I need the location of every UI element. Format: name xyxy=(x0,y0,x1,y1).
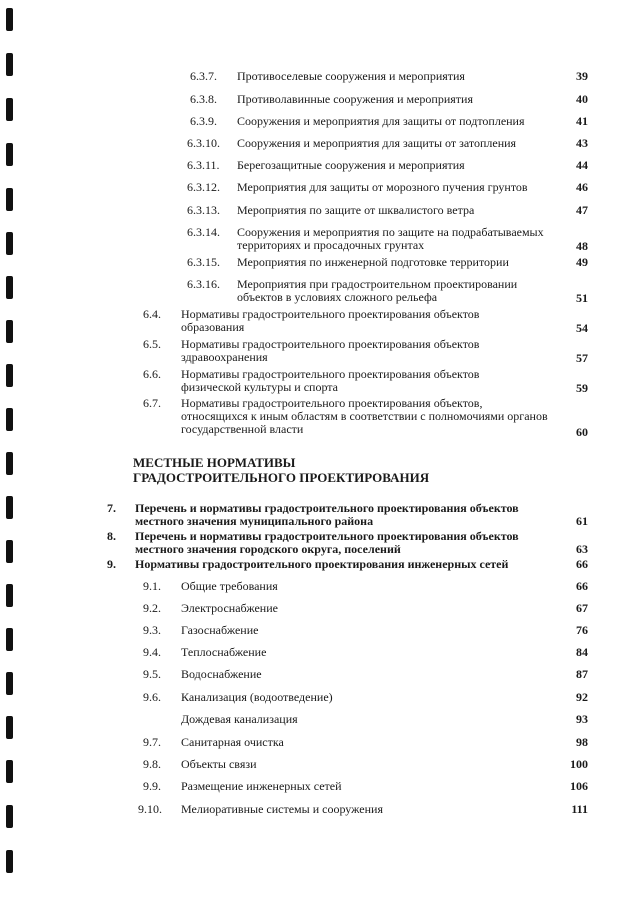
toc-number: 8. xyxy=(107,529,116,543)
toc-number: 6.3.16. xyxy=(187,277,220,291)
toc-page: 48 xyxy=(576,239,588,253)
toc-number: 6.3.7. xyxy=(190,69,217,83)
toc-page: 66 xyxy=(576,557,588,571)
section-heading-line: МЕСТНЫЕ НОРМАТИВЫ xyxy=(133,455,296,470)
toc-title: Перечень и нормативы градостроительного проектирования объектов местного значения городского округа, поселений xyxy=(135,529,519,556)
toc-title: Нормативы градостроительного проектирования объектов, относящихся к иным областям в соответствии с полномочиями органов государственной власти xyxy=(181,396,548,436)
toc-page: 39 xyxy=(576,69,588,83)
toc-page: 84 xyxy=(576,645,588,659)
toc-page: 41 xyxy=(576,114,588,128)
toc-number: 6.3.15. xyxy=(187,255,220,269)
toc-title: Теплоснабжение xyxy=(181,645,267,659)
toc-page: 61 xyxy=(576,514,588,528)
toc-number: 9.3. xyxy=(143,623,161,637)
toc-number: 6.3.9. xyxy=(190,114,217,128)
toc-title: Мероприятия по инженерной подготовке территории xyxy=(237,255,509,269)
section-heading-line: ГРАДОСТРОИТЕЛЬНОГО ПРОЕКТИРОВАНИЯ xyxy=(133,470,430,485)
toc-title: Мелиоративные системы и сооружения xyxy=(181,802,383,816)
toc-title: Противолавинные сооружения и мероприятия xyxy=(237,92,473,106)
toc-title: Газоснабжение xyxy=(181,623,259,637)
toc-page: 92 xyxy=(576,690,588,704)
toc-number: 9.8. xyxy=(143,757,161,771)
toc-title: Перечень и нормативы градостроительного проектирования объектов местного значения муниципального района xyxy=(135,501,519,528)
toc-page: 46 xyxy=(576,180,588,194)
toc-title: Мероприятия при градостроительном проектировании объектов в условиях сложного рельефа xyxy=(237,277,518,304)
toc-page: 40 xyxy=(576,92,588,106)
toc-number: 6.3.12. xyxy=(187,180,220,194)
toc-number: 9.10. xyxy=(138,802,162,816)
toc-page: 44 xyxy=(576,158,588,172)
toc-page: 98 xyxy=(576,735,588,749)
toc-number: 9.1. xyxy=(143,579,161,593)
toc-number: 6.3.11. xyxy=(187,158,220,172)
toc-number: 6.3.14. xyxy=(187,225,220,239)
toc-number: 6.6. xyxy=(143,367,161,381)
toc-title: Канализация (водоотведение) xyxy=(181,690,333,704)
toc-number: 9.5. xyxy=(143,667,161,681)
toc-number: 9.7. xyxy=(143,735,161,749)
toc-title: Дождевая канализация xyxy=(181,712,298,726)
toc-number: 6.3.13. xyxy=(187,203,220,217)
toc-page: 93 xyxy=(576,712,588,726)
toc-number: 6.3.8. xyxy=(190,92,217,106)
toc-page: 106 xyxy=(570,779,588,793)
toc-title: Сооружения и мероприятия для защиты от затопления xyxy=(237,136,517,150)
toc-number: 7. xyxy=(107,501,116,515)
toc-number: 9.6. xyxy=(143,690,161,704)
toc-title: Объекты связи xyxy=(181,757,257,771)
toc-title: Нормативы градостроительного проектирования объектов физической культуры и спорта xyxy=(181,367,480,394)
toc-title: Размещение инженерных сетей xyxy=(181,779,342,793)
toc-title: Нормативы градостроительного проектирования объектов здравоохранения xyxy=(181,337,480,364)
toc-page: 54 xyxy=(576,321,588,335)
toc-title: Противоселевые сооружения и мероприятия xyxy=(237,69,465,83)
toc-number: 9.2. xyxy=(143,601,161,615)
toc-number: 9.4. xyxy=(143,645,161,659)
toc-title: Мероприятия по защите от шквалистого ветра xyxy=(237,203,475,217)
toc-page: 111 xyxy=(571,802,588,816)
toc-page: 87 xyxy=(576,667,588,681)
toc-page: 63 xyxy=(576,542,588,556)
toc-title: Электроснабжение xyxy=(181,601,278,615)
toc-page: 100 xyxy=(570,757,588,771)
toc-page: 59 xyxy=(576,381,588,395)
toc-title: Нормативы градостроительного проектирования объектов образования xyxy=(181,307,480,334)
toc-page: 67 xyxy=(576,601,588,615)
toc-page: 49 xyxy=(576,255,588,269)
toc-title: Сооружения и мероприятия по защите на подрабатываемых территориях и просадочных грунтах xyxy=(237,225,544,252)
toc-page: 47 xyxy=(576,203,588,217)
toc-title: Общие требования xyxy=(181,579,278,593)
toc-title: Нормативы градостроительного проектирования инженерных сетей xyxy=(135,557,509,571)
toc-page: 60 xyxy=(576,425,588,439)
toc-title: Мероприятия для защиты от морозного пучения грунтов xyxy=(237,180,528,194)
toc-page: 51 xyxy=(576,291,588,305)
toc-number: 6.3.10. xyxy=(187,136,220,150)
toc-number: 6.5. xyxy=(143,337,161,351)
toc-page: 43 xyxy=(576,136,588,150)
toc-number: 6.4. xyxy=(143,307,161,321)
toc-page: 76 xyxy=(576,623,588,637)
toc-title: Водоснабжение xyxy=(181,667,262,681)
toc-title: Сооружения и мероприятия для защиты от подтопления xyxy=(237,114,525,128)
toc-number: 6.7. xyxy=(143,396,161,410)
toc-page: 57 xyxy=(576,351,588,365)
toc-page: 66 xyxy=(576,579,588,593)
toc-title: Берегозащитные сооружения и мероприятия xyxy=(237,158,465,172)
section-heading xyxy=(133,455,553,485)
toc-number: 9. xyxy=(107,557,116,571)
toc-number: 9.9. xyxy=(143,779,161,793)
toc-title: Санитарная очистка xyxy=(181,735,284,749)
